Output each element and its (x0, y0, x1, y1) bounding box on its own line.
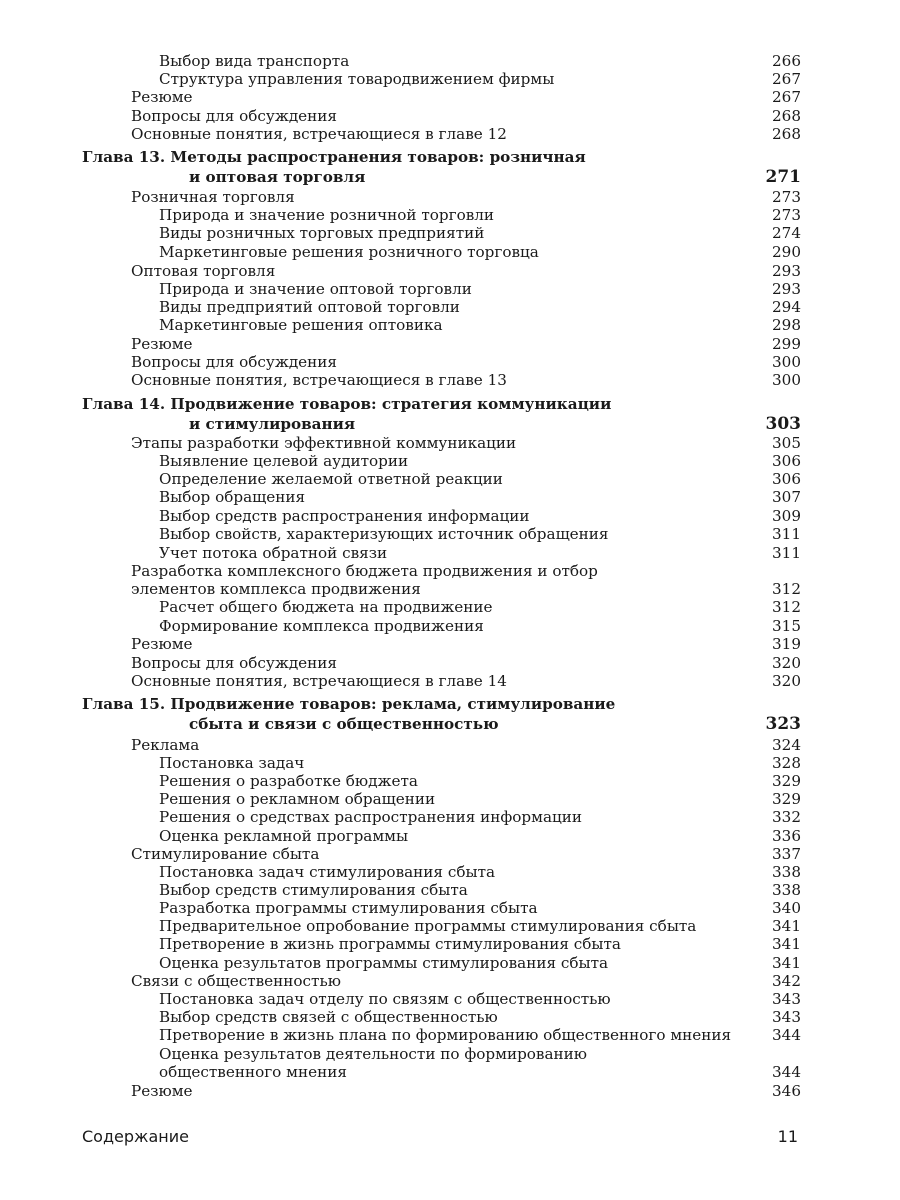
toc-entry-page: 293 (772, 280, 801, 298)
toc-entry-page: 266 (772, 52, 801, 70)
toc-entry-title: и стимулирования (189, 415, 356, 433)
toc-entry-title: Резюме (131, 335, 193, 353)
toc-entry-title: Вопросы для обсуждения (131, 654, 337, 672)
toc-entry-page: 343 (772, 1008, 801, 1026)
toc-entry-page: 323 (765, 714, 801, 734)
toc-entry-title: Выбор средств связей с общественностью (159, 1008, 498, 1026)
toc-entry-page: 303 (765, 414, 801, 434)
toc-entry-page: 307 (772, 488, 801, 506)
toc-entry-page: 344 (772, 1026, 801, 1044)
toc-entry-title: Основные понятия, встречающиеся в главе 12 (131, 125, 507, 143)
toc-entry-title: Расчет общего бюджета на продвижение (159, 598, 493, 616)
toc-entry-page: 294 (772, 298, 801, 316)
toc-entry-title: Выбор свойств, характеризующих источник обращения (159, 525, 609, 543)
toc-entry-title: Выбор средств стимулирования сбыта (159, 881, 468, 899)
toc-entry-title: Предварительное опробование программы стимулирования сбыта (159, 917, 697, 935)
toc-entry-title: Резюме (131, 88, 193, 106)
toc-entry-title: Реклама (131, 736, 200, 754)
toc-entry-page: 344 (772, 1063, 801, 1081)
toc-entry-page: 273 (772, 206, 801, 224)
toc-entry-page: 338 (772, 863, 801, 881)
toc-entry-title: Вопросы для обсуждения (131, 353, 337, 371)
toc-entry-page: 346 (772, 1082, 801, 1100)
running-footer-title: Содержание (82, 1127, 189, 1146)
toc-entry-page: 343 (772, 990, 801, 1008)
toc-entry-page: 299 (772, 335, 801, 353)
toc-entry-title: Основные понятия, встречающиеся в главе 13 (131, 371, 507, 389)
toc-entry-page: 305 (772, 434, 801, 452)
toc-entry-title: Глава 15. Продвижение товаров: реклама, стимулирование (82, 695, 616, 713)
toc-entry-title: Оценка результатов деятельности по формированию (159, 1045, 588, 1063)
toc-entry-page: 311 (772, 525, 801, 543)
toc-entry-title: Природа и значение оптовой торговли (159, 280, 472, 298)
toc-entry-title: Резюме (131, 1082, 193, 1100)
toc-entry-page: 337 (772, 845, 801, 863)
toc-entry-page: 267 (772, 70, 801, 88)
toc-entry-page: 319 (772, 635, 801, 653)
toc-entry-page: 341 (772, 954, 801, 972)
toc-entry-title: Структура управления товародвижением фирмы (159, 70, 555, 88)
toc-entry-page: 290 (772, 243, 801, 261)
toc-entry-title: Решения о средствах распространения информации (159, 808, 583, 826)
toc-entry-page: 336 (772, 827, 801, 845)
toc-entry-page: 273 (772, 188, 801, 206)
toc-entry-page: 324 (772, 736, 801, 754)
toc-entry-title: Разработка программы стимулирования сбыта (159, 899, 538, 917)
toc-entry-title: Оптовая торговля (131, 262, 276, 280)
toc-entry-page: 268 (772, 107, 801, 125)
toc-entry-title: Оценка рекламной программы (159, 827, 409, 845)
toc-entry-title: Выбор обращения (159, 488, 306, 506)
toc-entry-page: 340 (772, 899, 801, 917)
toc-entry-title: общественного мнения (159, 1063, 347, 1081)
toc-entry-page: 338 (772, 881, 801, 899)
toc-entry-title: Виды розничных торговых предприятий (159, 224, 485, 242)
toc-entry-page: 306 (772, 452, 801, 470)
toc-entry-title: Основные понятия, встречающиеся в главе 14 (131, 672, 507, 690)
toc-entry-page: 306 (772, 470, 801, 488)
toc-entry-title: Разработка комплексного бюджета продвижения и отбор (131, 562, 598, 580)
toc-entry-title: Постановка задач отделу по связям с общественностью (159, 990, 611, 1008)
toc-entry-page: 329 (772, 772, 801, 790)
toc-entry-title: Глава 13. Методы распространения товаров: розничная (82, 148, 586, 166)
toc-entry-title: Постановка задач стимулирования сбыта (159, 863, 496, 881)
toc-entry-page: 341 (772, 935, 801, 953)
toc-entry-page: 341 (772, 917, 801, 935)
toc-entry-title: Постановка задач (159, 754, 305, 772)
toc-entry-page: 300 (772, 353, 801, 371)
toc-entry-title: и оптовая торговля (189, 168, 366, 186)
toc-entry-page: 311 (772, 544, 801, 562)
toc-entry-page: 271 (765, 167, 801, 187)
toc-entry-title: Претворение в жизнь плана по формированию общественного мнения (159, 1026, 732, 1044)
toc-entry-title: Природа и значение розничной торговли (159, 206, 495, 224)
toc-entry-page: 342 (772, 972, 801, 990)
toc-entry-page: 329 (772, 790, 801, 808)
toc-entry-page: 309 (772, 507, 801, 525)
toc-entry-page: 312 (772, 598, 801, 616)
toc-entry-page: 332 (772, 808, 801, 826)
toc-entry-title: элементов комплекса продвижения (131, 580, 421, 598)
toc-entry-title: Глава 14. Продвижение товаров: стратегия коммуникации (82, 395, 612, 413)
toc-entry-page: 267 (772, 88, 801, 106)
toc-entry-title: Виды предприятий оптовой торговли (159, 298, 460, 316)
toc-entry-title: Выбор средств распространения информации (159, 507, 530, 525)
toc-entry-title: Определение желаемой ответной реакции (159, 470, 503, 488)
toc-entry-title: Розничная торговля (131, 188, 295, 206)
toc-entry-title: Выбор вида транспорта (159, 52, 350, 70)
toc-entry-page: 320 (772, 654, 801, 672)
toc-entry-title: Стимулирование сбыта (131, 845, 320, 863)
toc-entry-title: Решения о рекламном обращении (159, 790, 436, 808)
page-number: 11 (777, 1127, 798, 1146)
toc-entry-page: 328 (772, 754, 801, 772)
toc-entry-title: Претворение в жизнь программы стимулирования сбыта (159, 935, 621, 953)
toc-entry-title: сбыта и связи с общественностью (189, 715, 499, 733)
toc-entry-page: 268 (772, 125, 801, 143)
toc-entry-title: Решения о разработке бюджета (159, 772, 418, 790)
toc-entry-page: 298 (772, 316, 801, 334)
toc-entry-title: Связи с общественностью (131, 972, 341, 990)
toc-entry-page: 312 (772, 580, 801, 598)
toc-entry-title: Этапы разработки эффективной коммуникации (131, 434, 517, 452)
toc-entry-title: Формирование комплекса продвижения (159, 617, 484, 635)
toc-entry-page: 315 (772, 617, 801, 635)
toc-entry-page: 274 (772, 224, 801, 242)
toc-entry-page: 320 (772, 672, 801, 690)
toc-entry-title: Учет потока обратной связи (159, 544, 388, 562)
toc-entry-page: 293 (772, 262, 801, 280)
toc-entry-title: Оценка результатов программы стимулирования сбыта (159, 954, 609, 972)
toc-entry-title: Вопросы для обсуждения (131, 107, 337, 125)
toc-entry-title: Маркетинговые решения оптовика (159, 316, 443, 334)
toc-entry-page: 300 (772, 371, 801, 389)
toc-entry-title: Резюме (131, 635, 193, 653)
toc-entry-title: Маркетинговые решения розничного торговца (159, 243, 539, 261)
toc-entry-title: Выявление целевой аудитории (159, 452, 409, 470)
